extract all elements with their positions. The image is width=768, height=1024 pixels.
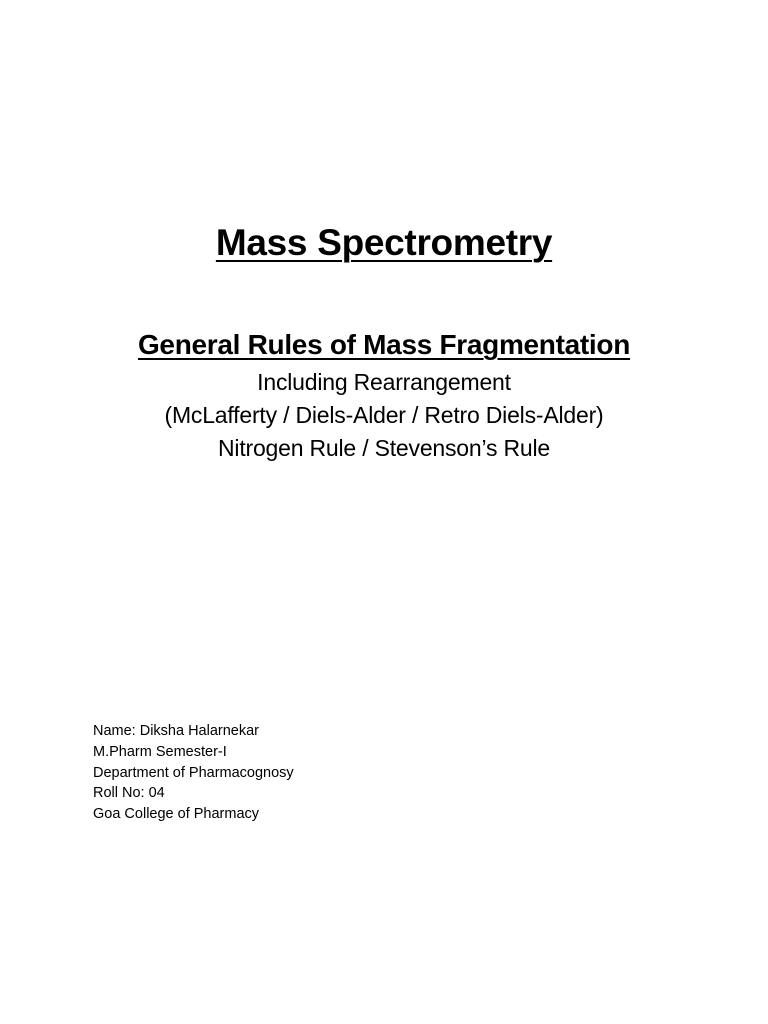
author-course: M.Pharm Semester-I <box>93 743 227 760</box>
author-name: Name: Diksha Halarnekar <box>93 723 260 739</box>
subtitle-line-rearrangement: Including Rearrangement <box>257 369 511 395</box>
author-roll-number: Roll No: 04 <box>93 785 165 802</box>
author-department: Department of Pharmacognosy <box>93 764 294 781</box>
document-subtitle: General Rules of Mass Fragmentation <box>137 329 631 360</box>
author-college: Goa College of Pharmacy <box>93 806 260 823</box>
subtitle-line-rules: Nitrogen Rule / Stevenson’s Rule <box>218 435 550 461</box>
document-title: Mass Spectrometry <box>215 222 553 263</box>
author-info-block <box>93 721 294 825</box>
subtitle-line-reactions: (McLafferty / Diels-Alder / Retro Diels-Alder) <box>164 402 604 428</box>
